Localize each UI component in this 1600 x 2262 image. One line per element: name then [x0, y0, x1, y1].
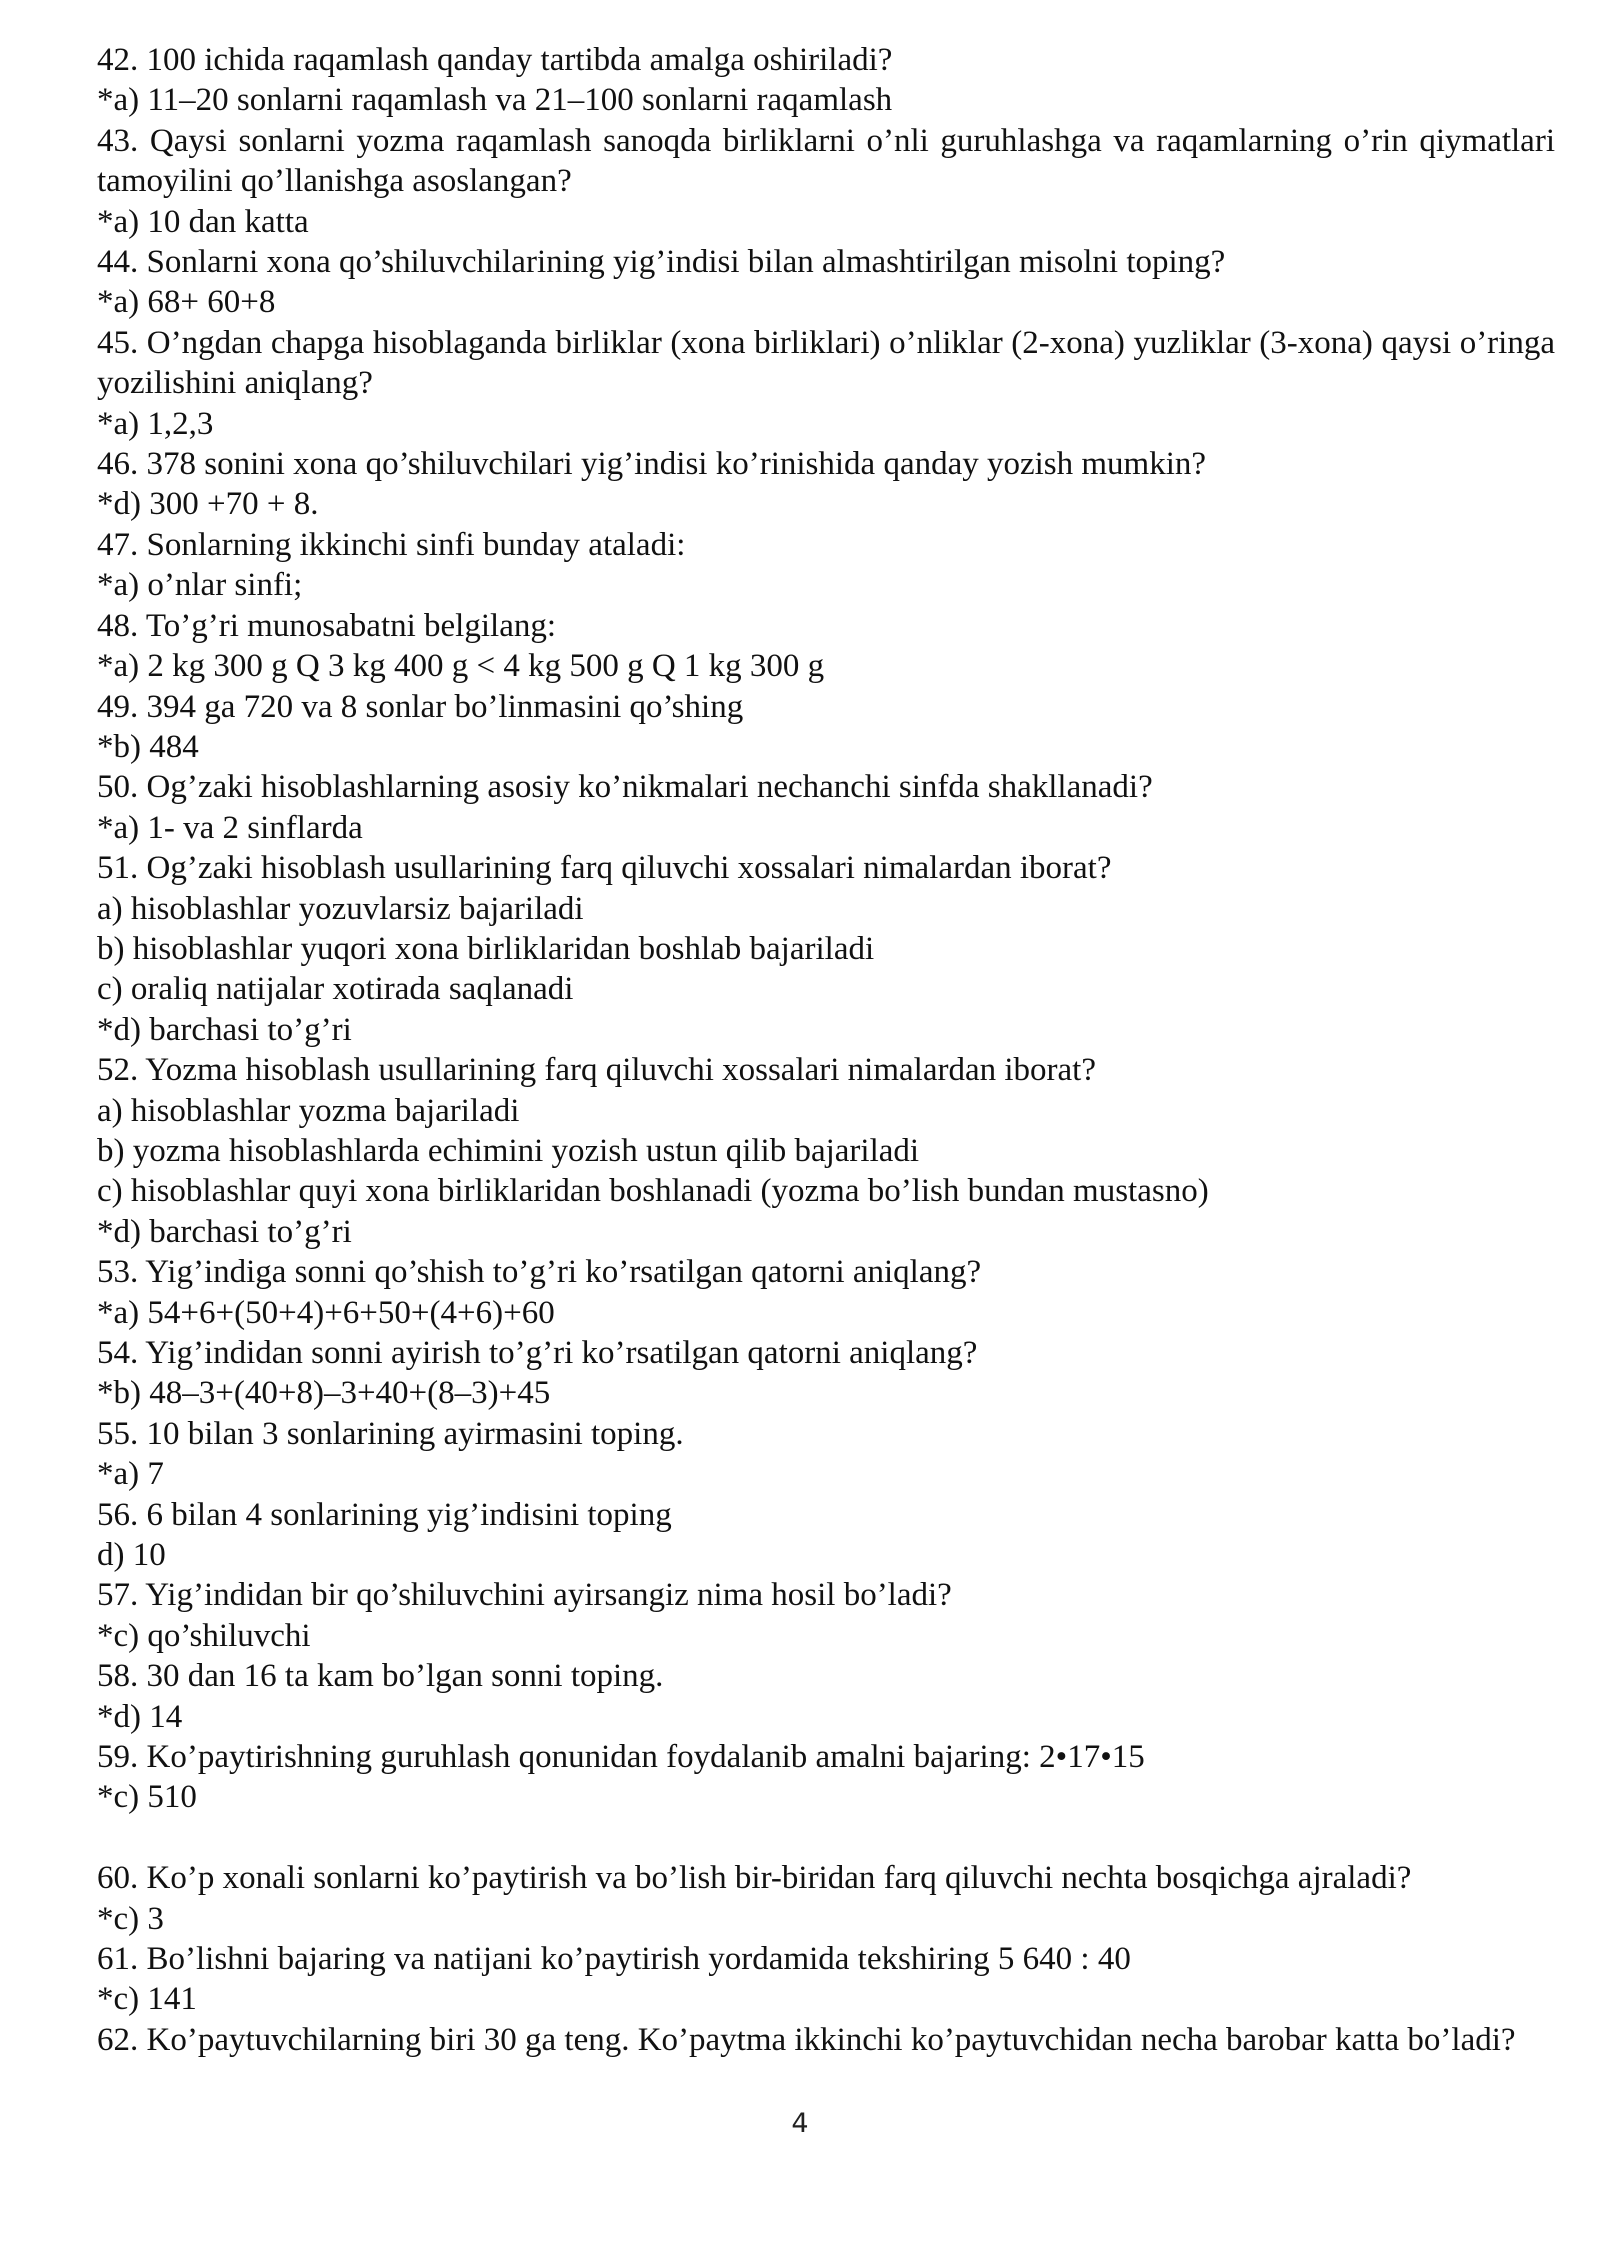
- question-59: 59. Ko’paytirishning guruhlash qonunidan foydalanib amalni bajaring: 2•17•15: [97, 1739, 1145, 1776]
- answer-43: *a) 10 dan katta: [97, 203, 309, 240]
- question-48: 48. To’g’ri munosabatni belgilang:: [97, 607, 557, 644]
- answer-60: *c) 3: [97, 1900, 164, 1937]
- page-number: 4: [791, 2108, 809, 2139]
- option-51-a: a) hisoblashlar yozuvlarsiz bajariladi: [97, 890, 584, 927]
- option-51-c: c) oraliq natijalar xotirada saqlanadi: [97, 971, 574, 1008]
- question-46: 46. 378 sonini xona qo’shiluvchilari yig’indisi ko’rinishida qanday yozish mumkin?: [97, 446, 1207, 483]
- option-51-b: b) hisoblashlar yuqori xona birliklaridan boshlab bajariladi: [97, 930, 875, 967]
- blank-line: [97, 1818, 1555, 1858]
- question-53: 53. Yig’indiga sonni qo’shish to’g’ri ko’rsatilgan qatorni aniqlang?: [97, 1254, 982, 1291]
- option-52-c: c) hisoblashlar quyi xona birliklaridan boshlanadi (yozma bo’lish bundan mustasno): [97, 1173, 1209, 1210]
- question-55: 55. 10 bilan 3 sonlarining ayirmasini toping.: [97, 1415, 684, 1452]
- answer-53: *a) 54+6+(50+4)+6+50+(4+6)+60: [97, 1294, 555, 1331]
- answer-58: *d) 14: [97, 1698, 183, 1735]
- question-54: 54. Yig’indidan sonni ayirish to’g’ri ko’rsatilgan qatorni aniqlang?: [97, 1335, 978, 1371]
- answer-46: *d) 300 +70 + 8.: [97, 486, 319, 523]
- answer-59: *c) 510: [97, 1779, 197, 1816]
- answer-42: *a) 11–20 sonlarni raqamlash va 21–100 sonlarni raqamlash: [97, 82, 893, 119]
- answer-45: *a) 1,2,3: [97, 405, 214, 442]
- option-52-b: b) yozma hisoblashlarda echimini yozish ustun qilib bajariladi: [97, 1132, 920, 1169]
- question-44: 44. Sonlarni xona qo’shiluvchilarining yig’indisi bilan almashtirilgan misolni toping?: [97, 244, 1226, 281]
- answer-51: *d) barchasi to’g’ri: [97, 1011, 352, 1048]
- answer-54: *b) 48–3+(40+8)–3+40+(8–3)+45: [97, 1375, 551, 1412]
- question-43: 43. Qaysi sonlarni yozma raqamlash sanoqda birliklarni o’nli guruhlashga va raqamlarning o’rin qiymatlari tamoyilini qo’llanishga asoslangan?: [97, 122, 1555, 200]
- question-42: 42. 100 ichida raqamlash qanday tartibda amalga oshiriladi?: [97, 42, 893, 78]
- question-49: 49. 394 ga 720 va 8 sonlar bo’linmasini qo’shing: [97, 688, 744, 725]
- answer-49: *b) 484: [97, 728, 199, 765]
- question-47: 47. Sonlarning ikkinchi sinfi bunday ataladi:: [97, 526, 686, 563]
- answer-55: *a) 7: [97, 1456, 164, 1493]
- answer-44: *a) 68+ 60+8: [97, 284, 276, 321]
- question-56: 56. 6 bilan 4 sonlarining yig’indisini toping: [97, 1496, 672, 1533]
- answer-52: *d) barchasi to’g’ri: [97, 1213, 352, 1250]
- question-58: 58. 30 dan 16 ta kam bo’lgan sonni toping.: [97, 1658, 664, 1695]
- answer-57: *c) qo’shiluvchi: [97, 1617, 311, 1654]
- question-57: 57. Yig’indidan bir qo’shiluvchini ayirsangiz nima hosil bo’ladi?: [97, 1577, 952, 1614]
- question-50: 50. Og’zaki hisoblashlarning asosiy ko’nikmalari nechanchi sinfda shakllanadi?: [97, 769, 1153, 806]
- question-45: 45. O’ngdan chapga hisoblaganda birliklar (xona birliklari) o’nliklar (2-xona) yuzliklar (3-xona) qaysi o’ringa yozilishini aniqlang?: [97, 324, 1555, 402]
- answer-47: *a) o’nlar sinfi;: [97, 567, 303, 604]
- question-62: 62. Ko’paytuvchilarning biri 30 ga teng. Ko’paytma ikkinchi ko’paytuvchidan necha barobar katta bo’ladi?: [97, 2021, 1516, 2058]
- question-52: 52. Yozma hisoblash usullarining farq qiluvchi xossalari nimalardan iborat?: [97, 1052, 1096, 1089]
- answer-50: *a) 1- va 2 sinflarda: [97, 809, 363, 846]
- option-52-a: a) hisoblashlar yozma bajariladi: [97, 1092, 520, 1129]
- question-61: 61. Bo’lishni bajaring va natijani ko’paytirish yordamida tekshiring 5 640 : 40: [97, 1941, 1131, 1978]
- question-51: 51. Og’zaki hisoblash usullarining farq qiluvchi xossalari nimalardan iborat?: [97, 850, 1112, 887]
- answer-61: *c) 141: [97, 1981, 197, 2018]
- answer-56: d) 10: [97, 1537, 166, 1574]
- document-body: [97, 40, 1555, 2060]
- question-60: 60. Ko’p xonali sonlarni ko’paytirish va bo’lish bir-biridan farq qiluvchi nechta bosqichga ajraladi?: [97, 1860, 1412, 1897]
- answer-48: *a) 2 kg 300 g Q 3 kg 400 g < 4 kg 500 g Q 1 kg 300 g: [97, 648, 825, 685]
